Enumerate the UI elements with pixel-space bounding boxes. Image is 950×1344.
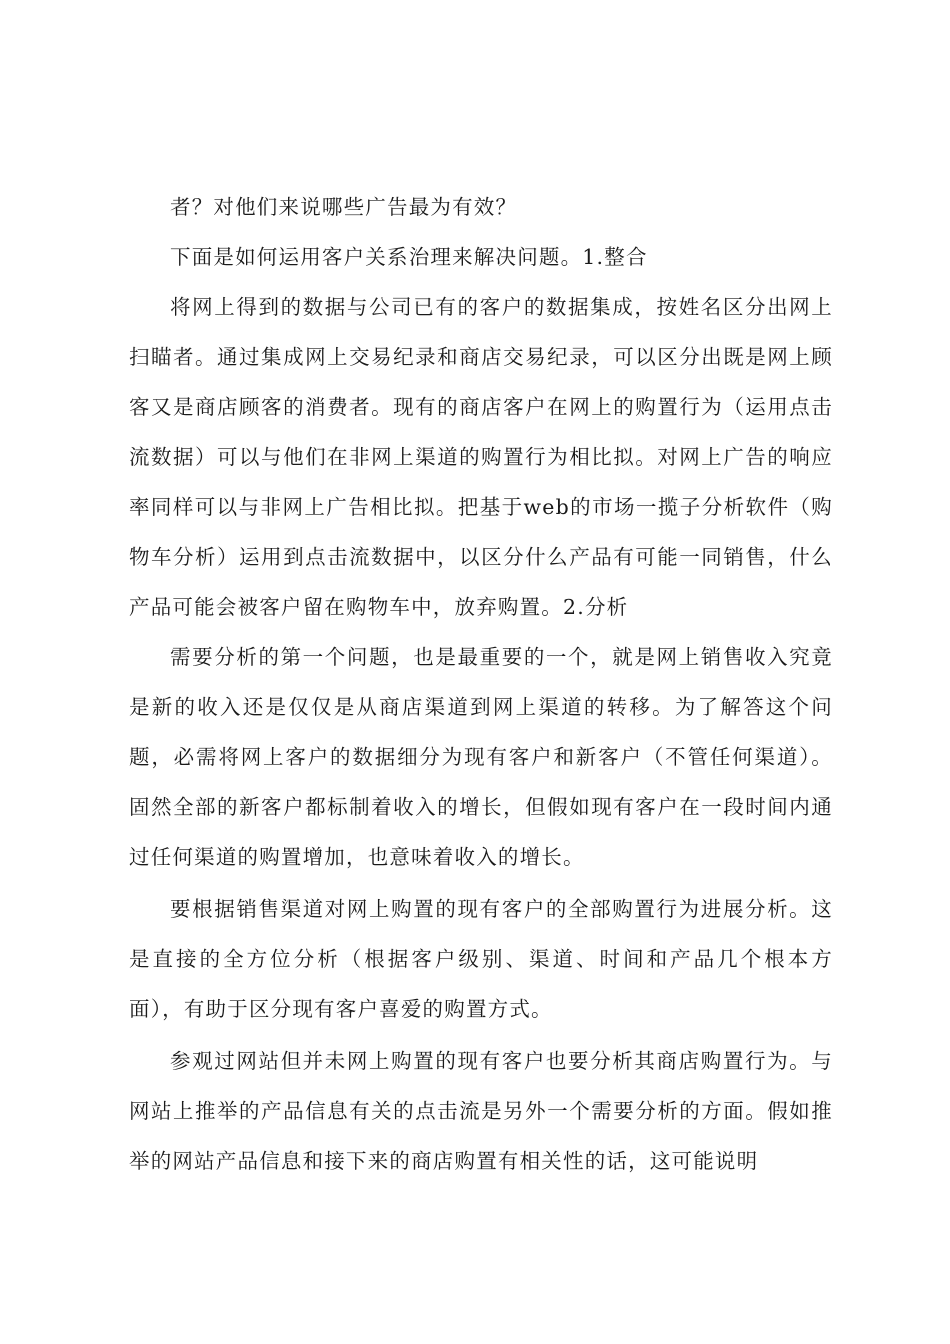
paragraph-2: 下面是如何运用客户关系治理来解决问题。1.整合 [170, 245, 648, 269]
document-body [129, 182, 833, 1186]
paragraph-1: 者？对他们来说哪些广告最为有效？ [170, 195, 518, 219]
paragraph-6: 参观过网站但并未网上购置的现有客户也要分析其商店购置行为。与网站上推举的产品信息有关的点击流是另外一个需要分析的方面。假如推举的网站产品信息和接下来的商店购置有相关性的话，这可能说明 [129, 1049, 833, 1173]
paragraph-5: 要根据销售渠道对网上购置的现有客户的全部购置行为进展分析。这是直接的全方位分析（根据客户级别、渠道、时间和产品几个根本方面），有助于区分现有客户喜爱的购置方式。 [129, 897, 833, 1021]
paragraph-3: 将网上得到的数据与公司已有的客户的数据集成，按姓名区分出网上扫瞄者。通过集成网上交易纪录和商店交易纪录，可以区分出既是网上顾客又是商店顾客的消费者。现有的商店客户在网上的购置行为（运用点击流数据）可以与他们在非网上渠道的购置行为相比拟。对网上广告的响应率同样可以与非网上广告相比拟。把基于web的市场一揽子分析软件（购物车分析）运用到点击流数据中，以区分什么产品有可能一同销售，什么产品可能会被客户留在购物车中，放弃购置。2.分析 [129, 295, 833, 619]
paragraph-4: 需要分析的第一个问题，也是最重要的一个，就是网上销售收入究竟是新的收入还是仅仅是从商店渠道到网上渠道的转移。为了解答这个问题，必需将网上客户的数据细分为现有客户和新客户（不管任何渠道）。固然全部的新客户都标制着收入的增长，但假如现有客户在一段时间内通过任何渠道的购置增加，也意味着收入的增长。 [129, 645, 833, 869]
